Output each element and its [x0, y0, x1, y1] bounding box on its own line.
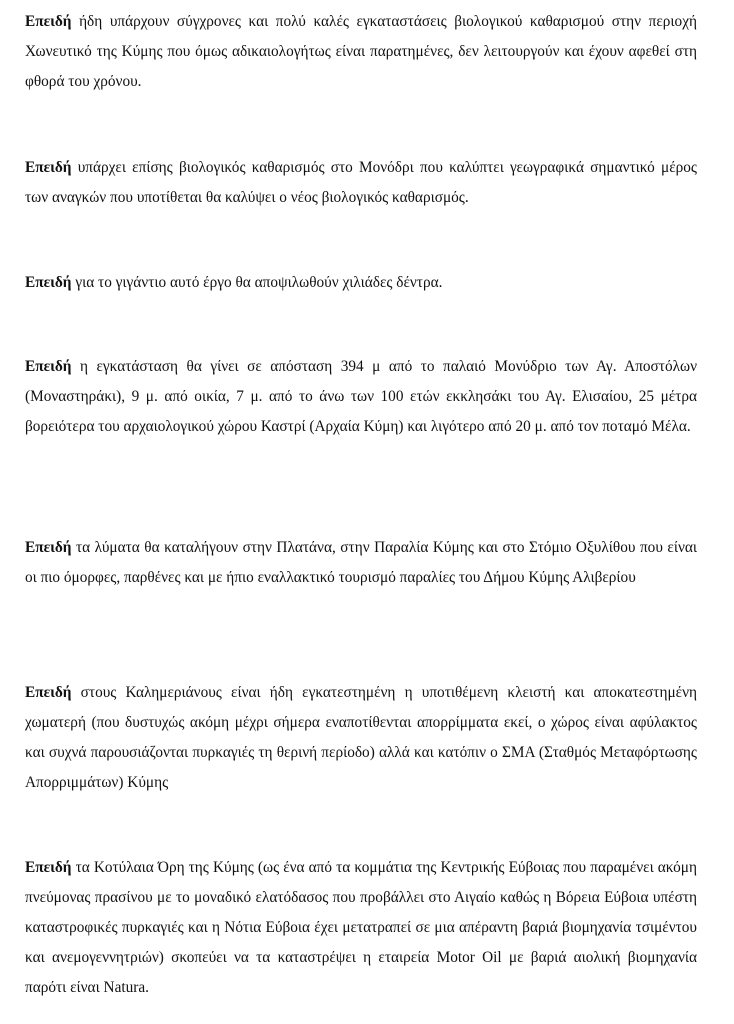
paragraph: [25, 352, 697, 442]
paragraph-text: ήδη υπάρχουν σύγχρονες και πολύ καλές εγκαταστάσεις βιολογικού καθαρισμού στην περιοχή Χωνευτικό της Κύμης που όμως αδικαιολογήτως είναι παρατημένες, δεν λειτουργούν και έχουν αφεθεί στη φθορά του χρόνου.: [25, 13, 697, 90]
paragraph: [25, 7, 697, 97]
paragraph-lead: Επειδή: [25, 684, 72, 701]
paragraph: [25, 153, 697, 213]
paragraph-text: τα Κοτύλαια Όρη της Κύμης (ως ένα από τα κομμάτια της Κεντρικής Εύβοιας που παραμένει ακόμη πνεύμονας πρασίνου με το μοναδικό ελατόδασος που προβάλλει στο Αιγαίο καθώς η Βόρεια Εύβοια υπέστη καταστροφικές πυρκαγιές και η Νότια Εύβοια έχει μετατραπεί σε μια απέραντη βαριά βιομηχανία τσιμέντου και ανεμογεννητριών) σκοπεύει να τα καταστρέψει η εταιρεία Motor Oil με βαριά αιολική βιομηχανία παρότι είναι Natura.: [25, 859, 697, 996]
paragraph: [25, 533, 697, 593]
paragraph-lead: Επειδή: [25, 274, 72, 291]
paragraph-text: υπάρχει επίσης βιολογικός καθαρισμός στο Μονόδρι που καλύπτει γεωγραφικά σημαντικό μέρος των αναγκών που υποτίθεται θα καλύψει ο νέος βιολογικός καθαρισμός.: [25, 159, 697, 206]
paragraph-text: για το γιγάντιο αυτό έργο θα αποψιλωθούν χιλιάδες δέντρα.: [75, 274, 443, 291]
paragraph-text: η εγκατάσταση θα γίνει σε απόσταση 394 μ από το παλαιό Μονύδριο των Αγ. Αποστόλων (Μοναστηράκι), 9 μ. από οικία, 7 μ. από το άνω των 100 ετών εκκλησάκι του Αγ. Ελισαίου, 25 μέτρα βορειότερα του αρχαιολογικού χώρου Καστρί (Αρχαία Κύμη) και λιγότερο από 20 μ. από τον ποταμό Μέλα.: [25, 358, 698, 435]
paragraph-text: τα λύματα θα καταλήγουν στην Πλατάνα, στην Παραλία Κύμης και στο Στόμιο Οξυλίθου που είναι οι πιο όμορφες, παρθένες και με ήπιο εναλλακτικό τουρισμό παραλίες του Δήμου Κύμης Αλιβερίου: [25, 539, 697, 586]
paragraph-lead: Επειδή: [25, 13, 72, 30]
paragraph: [25, 853, 697, 1003]
paragraph-text: στους Καλημεριάνους είναι ήδη εγκατεστημένη η υποτιθέμενη κλειστή και αποκατεστημένη χωματερή (που δυστυχώς ακόμη μέχρι σήμερα εναποτίθενται απορρίμματα εκεί, ο χώρος είναι αφύλακτος και συχνά παρουσιάζονται πυρκαγιές τη θερινή περίοδο) αλλά και κατόπιν ο ΣΜΑ (Σταθμός Μεταφόρτωσης Απορριμμάτων) Κύμης: [25, 684, 697, 791]
paragraph-lead: Επειδή: [25, 539, 72, 556]
paragraph-lead: Επειδή: [25, 159, 72, 176]
paragraph: [25, 268, 697, 298]
paragraph: [25, 678, 697, 798]
paragraph-lead: Επειδή: [25, 859, 72, 876]
paragraph-lead: Επειδή: [25, 358, 72, 375]
